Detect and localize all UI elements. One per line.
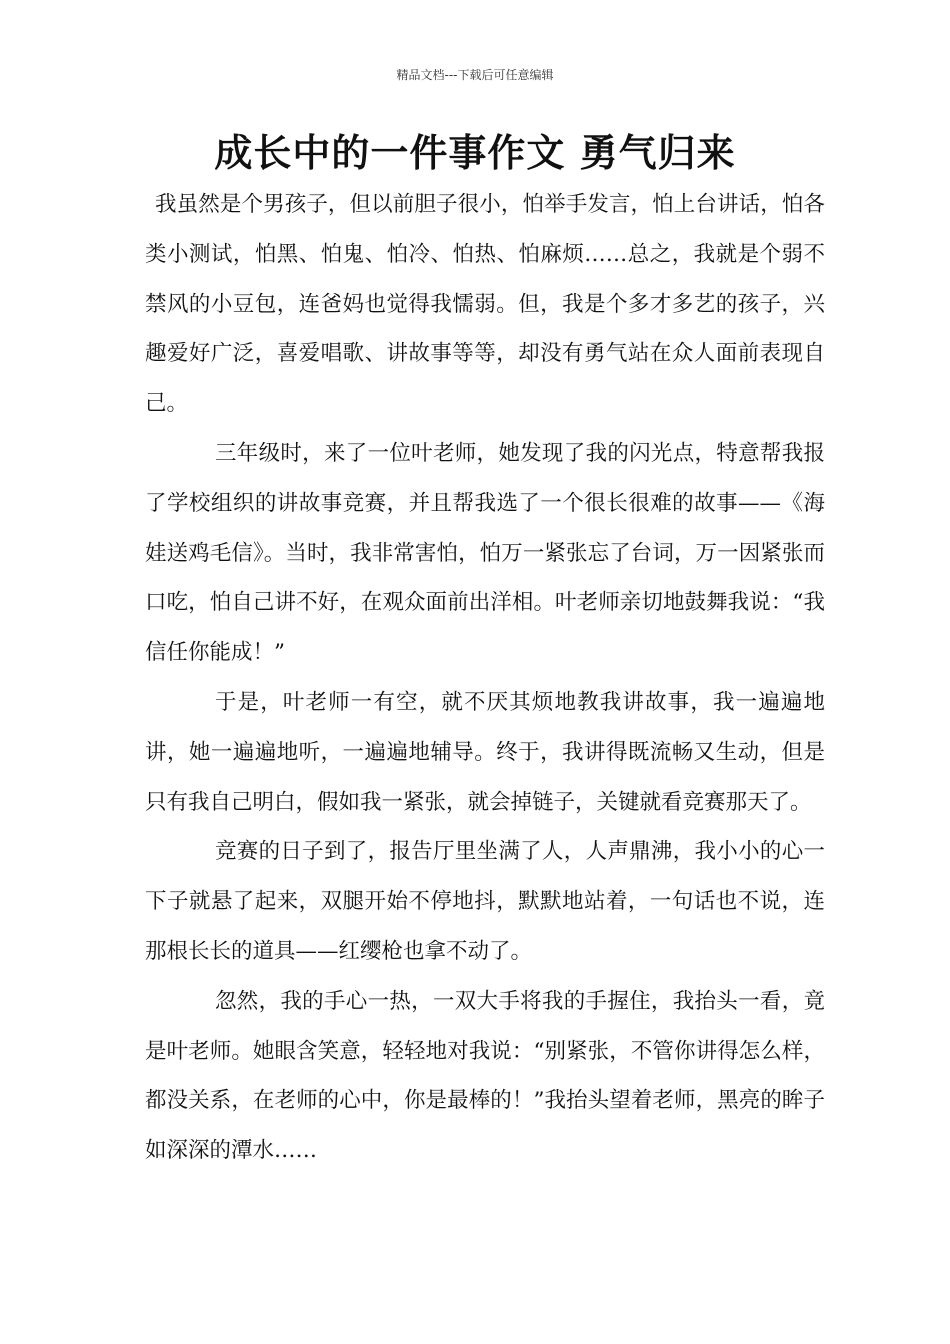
paragraph-1: 我虽然是个男孩子，但以前胆子很小，怕举手发言，怕上台讲话，怕各类小测试，怕黑、怕鬼、怕冷、怕热、怕麻烦……总之，我就是个弱不禁风的小豆包，连爸妈也觉得我懦弱。但，我是个多才多艺的孩子，兴趣爱好广泛，喜爱唱歌、讲故事等等，却没有勇气站在众人面前表现自己。	[145, 192, 825, 417]
paragraph-5: 忽然，我的手心一热，一双大手将我的手握住，我抬头一看，竟是叶老师。她眼含笑意，轻轻地对我说：“别紧张，不管你讲得怎么样，都没关系，在老师的心中，你是最棒的！”我抬头望着老师，黑亮的眸子如深深的潭水……	[145, 988, 825, 1164]
document-title: 成长中的一件事作文 勇气归来	[214, 131, 736, 175]
paragraph-2: 三年级时，来了一位叶老师，她发现了我的闪光点，特意帮我报了学校组织的讲故事竞赛，并且帮我选了一个很长很难的故事——《海娃送鸡毛信》。当时，我非常害怕，怕万一紧张忘了台词，万一因紧张而口吃，怕自己讲不好，在观众面前出洋相。叶老师亲切地鼓舞我说：“我信任你能成！”	[145, 440, 825, 666]
paragraph-3: 于是，叶老师一有空，就不厌其烦地教我讲故事，我一遍遍地讲，她一遍遍地听，一遍遍地辅导。终于，我讲得既流畅又生动，但是只有我自己明白，假如我一紧张，就会掉链子，关键就看竞赛那天了。	[145, 689, 825, 815]
header-note: 精品文档---下载后可任意编辑	[396, 68, 554, 82]
paragraph-4: 竞赛的日子到了，报告厅里坐满了人，人声鼎沸，我小小的心一下子就悬了起来，双腿开始不停地抖，默默地站着，一句话也不说，连那根长长的道具——红缨枪也拿不动了。	[145, 839, 825, 964]
document-body	[145, 180, 825, 1176]
